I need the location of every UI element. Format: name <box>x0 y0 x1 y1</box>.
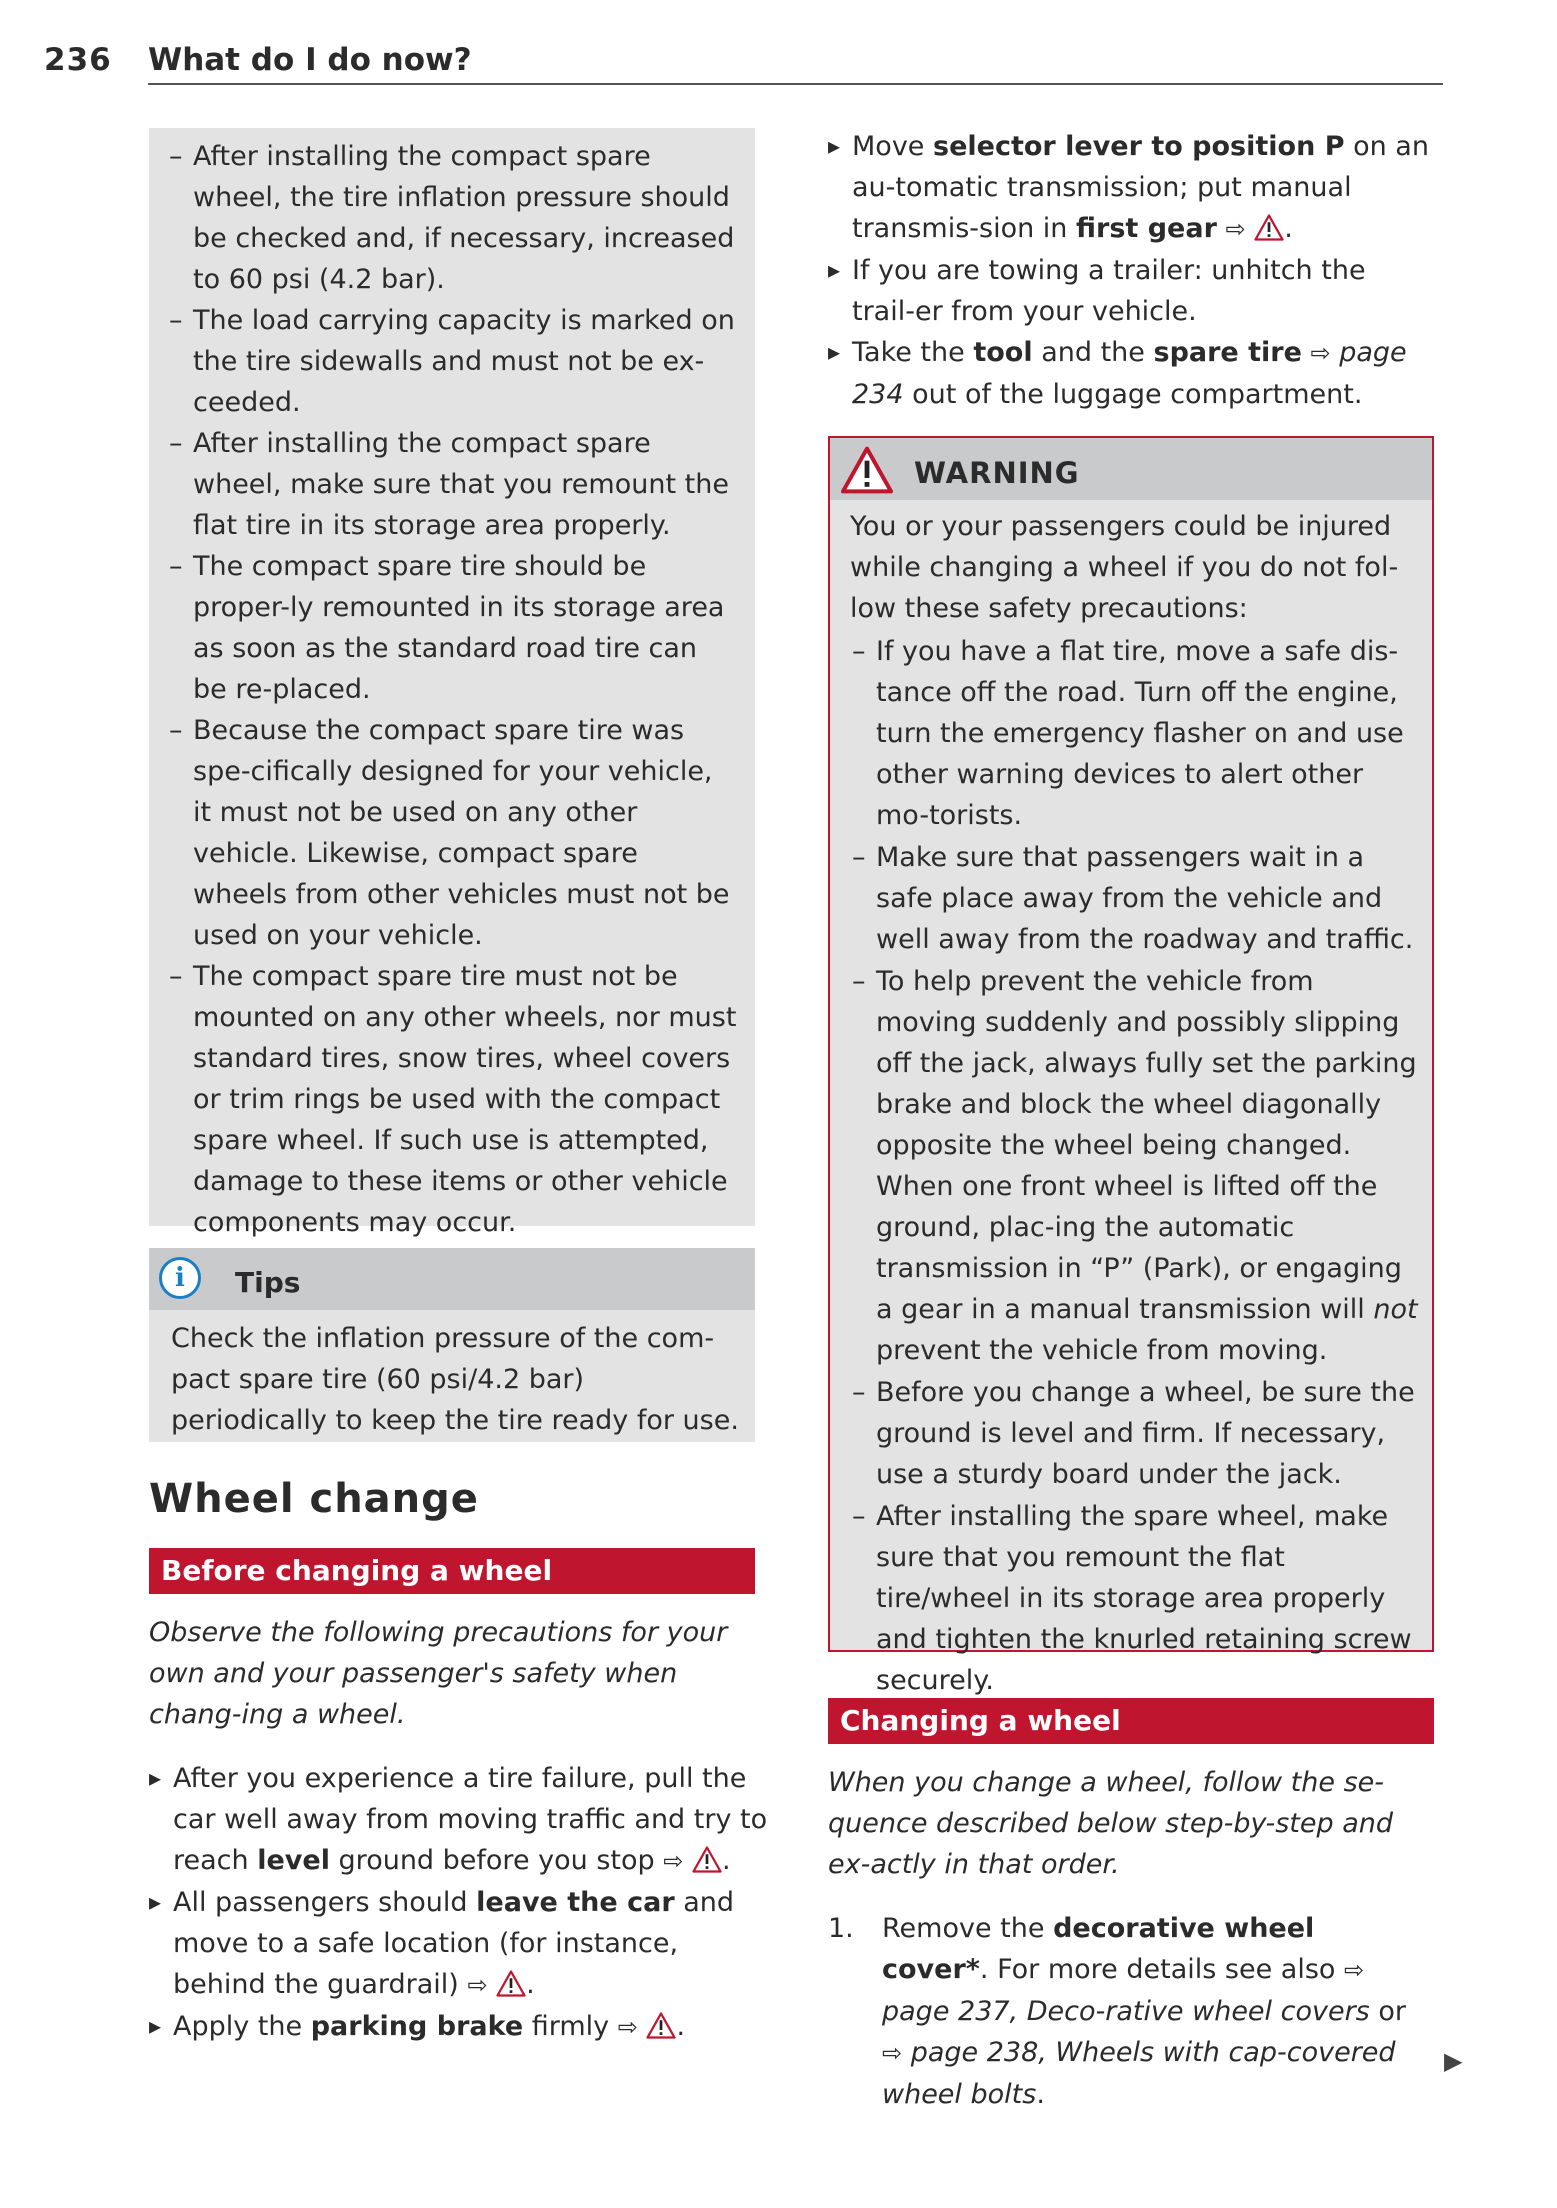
preparation-steps <box>828 126 1434 415</box>
header-rule <box>148 83 1443 85</box>
step-item: ▸ After you experience a tire failure, pull the car well away from moving traffic and try to reach level ground before you stop ⇨ . <box>149 1758 769 1882</box>
before-changing-subheading: Before changing a wheel <box>149 1548 755 1594</box>
reference-arrow-icon: ⇨ <box>882 2039 903 2067</box>
warning-item: – Make sure that passengers wait in a safe place away from the vehicle and well away from the roadway and traffic. <box>850 837 1418 960</box>
warning-item: – To help prevent the vehicle from moving suddenly and possibly slipping off the jack, always fully set the parking brake and block the wheel diagonally opposite the wheel being changed. When one front wheel is lifted off the ground, plac-ing the automatic transmission in “P” (Park), or engaging a gear in a manual transmission will not prevent the vehicle from moving. <box>850 961 1418 1371</box>
note-item: – The compact spare tire should be proper-ly remounted in its storage area as soon as the standard road tire can be re-placed. <box>167 546 739 710</box>
page-header <box>44 38 1444 88</box>
tips-header <box>149 1248 755 1310</box>
warning-triangle-icon <box>840 446 894 494</box>
step-number: 1. <box>828 1913 854 1944</box>
note-item: – The compact spare tire must not be mounted on any other wheels, nor must standard tires, snow tires, wheel covers or trim rings be used with the compact spare wheel. If such use is attempted, damage to these items or other vehicle components may occur. <box>167 956 739 1243</box>
page-reference[interactable]: page 238, Wheels with cap-covered wheel bolts <box>882 2037 1396 2110</box>
warning-item: – After installing the spare wheel, make sure that you remount the flat tire/wheel in its storage area properly and tighten the knurled retaining screw securely. <box>850 1496 1418 1701</box>
warning-item: – Before you change a wheel, be sure the ground is level and firm. If necessary, use a sturdy board under the jack. <box>850 1372 1418 1495</box>
page-title: What do I do now? <box>148 42 472 78</box>
step-item: ▸ Take the tool and the spare tire ⇨ page 234 out of the luggage compartment. <box>828 332 1434 415</box>
page-reference[interactable]: page 237, Deco-rative wheel covers <box>882 1996 1370 2027</box>
tips-title: Tips <box>235 1266 301 1299</box>
continue-arrow-icon: ▶ <box>1444 2047 1463 2075</box>
section-heading: Wheel change <box>149 1476 479 1522</box>
step-item: ▸ Apply the parking brake firmly ⇨ . <box>149 2006 769 2048</box>
reference-arrow-icon: ⇨ <box>1310 339 1331 367</box>
reference-arrow-icon: ⇨ <box>467 1971 488 1999</box>
warning-triangle-icon <box>496 1970 526 1997</box>
warning-item: – If you have a flat tire, move a safe dis-tance off the road. Turn off the engine, turn the emergency flasher on and use other warning devices to alert other mo-torists. <box>850 631 1418 836</box>
warning-triangle-icon <box>646 2012 676 2039</box>
page-number: 236 <box>44 42 112 78</box>
warning-header <box>830 438 1432 500</box>
note-item: – The load carrying capacity is marked on the tire sidewalls and must not be ex-ceeded. <box>167 300 739 423</box>
warning-body <box>830 500 1432 1707</box>
warning-intro: You or your passengers could be injured while changing a wheel if you do not fol-low these safety precautions: <box>850 511 1399 624</box>
note-item: – Because the compact spare tire was spe-cifically designed for your vehicle, it must not be used on any other vehicle. Likewise, compact spare wheels from other vehicles must not be used on your vehicle. <box>167 710 739 956</box>
page-reference[interactable]: page 234 <box>852 337 1407 410</box>
before-changing-intro: Observe the following precautions for your own and your passenger's safety when chang-ing a wheel. <box>149 1617 728 1730</box>
reference-arrow-icon: ⇨ <box>1344 1956 1365 1984</box>
note-item: – After installing the compact spare wheel, the tire inflation pressure should be checked and, if necessary, increased to 60 psi (4.2 bar). <box>167 136 739 300</box>
warning-triangle-icon <box>692 1846 722 1873</box>
tips-body: Check the inflation pressure of the com-pact spare tire (60 psi/4.2 bar) periodically to keep the tire ready for use. <box>171 1323 739 1436</box>
reference-arrow-icon: ⇨ <box>663 1847 684 1875</box>
step-item: 1. Remove the decorative wheel cover*. For more details see also ⇨ page 237, Deco-rative wheel covers or ⇨ page 238, Wheels with cap-covered wheel bolts. <box>828 1908 1428 2115</box>
changing-wheel-intro: When you change a wheel, follow the se-quence described below step-by-step and ex-actly in that order. <box>828 1767 1394 1880</box>
step-item: ▸ Move selector lever to position P on an au-tomatic transmission; put manual transmis-sion in first gear ⇨ . <box>828 126 1434 250</box>
warning-triangle-icon <box>1254 214 1284 241</box>
spare-tire-notes-box <box>149 128 755 1238</box>
warning-box <box>828 436 1434 1696</box>
reference-arrow-icon: ⇨ <box>1225 215 1246 243</box>
reference-arrow-icon: ⇨ <box>617 2013 638 2041</box>
tips-box <box>149 1248 755 1442</box>
note-item: – After installing the compact spare wheel, make sure that you remount the flat tire in its storage area properly. <box>167 423 739 546</box>
changing-wheel-subheading: Changing a wheel <box>828 1698 1434 1744</box>
numbered-step <box>828 1908 1428 2115</box>
info-icon: i <box>159 1257 201 1299</box>
step-item: ▸ All passengers should leave the car and move to a safe location (for instance, behind the guardrail) ⇨ . <box>149 1882 769 2006</box>
precaution-steps <box>149 1758 769 2048</box>
warning-title: WARNING <box>914 456 1080 490</box>
step-item: ▸ If you are towing a trailer: unhitch the trail-er from your vehicle. <box>828 250 1434 332</box>
